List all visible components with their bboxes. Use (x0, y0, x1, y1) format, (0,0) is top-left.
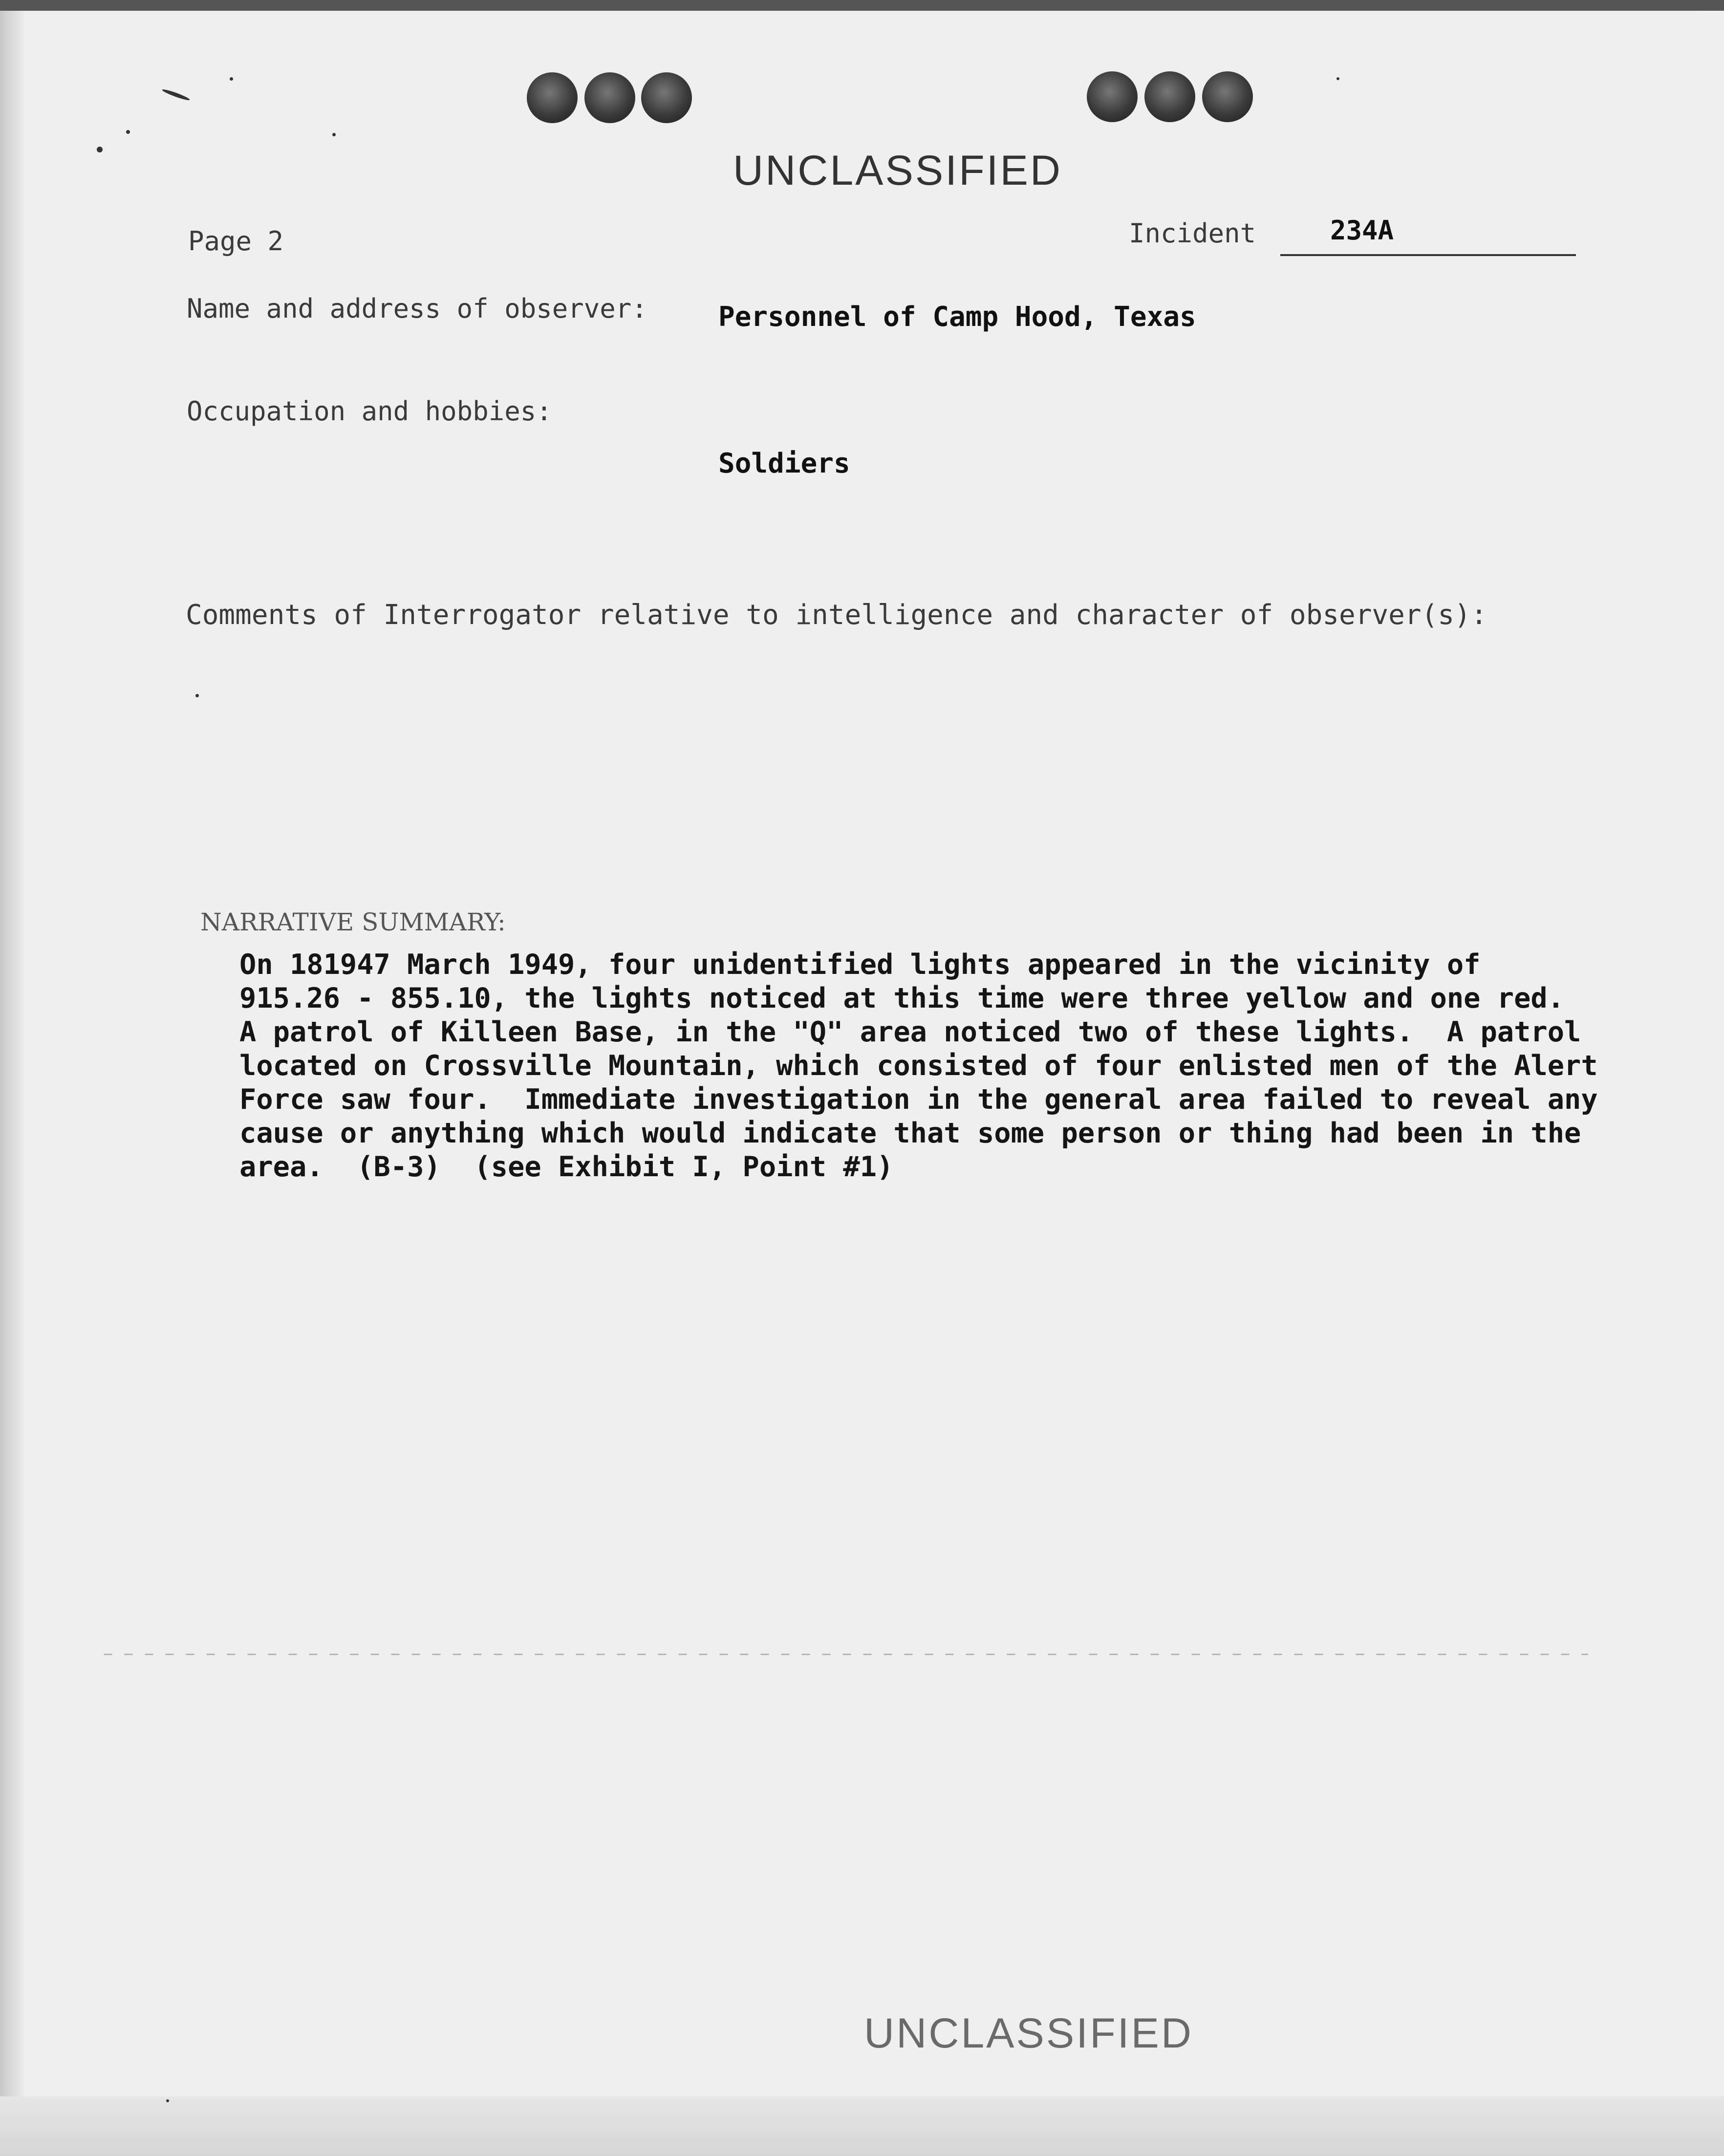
punch-hole-icon (1087, 71, 1138, 122)
scan-left-edge (0, 11, 24, 2156)
punch-hole-icon (584, 72, 635, 123)
scan-speck (166, 2099, 169, 2102)
occupation-value: Soldiers (718, 448, 850, 479)
scan-speck (230, 77, 233, 81)
punch-hole-icon (527, 72, 578, 123)
scan-speck (126, 130, 130, 134)
punch-hole-icon (1202, 71, 1253, 122)
page-label: Page 2 (188, 226, 284, 257)
comments-label: Comments of Interrogator relative to intelligence and character of observer(s): (186, 599, 1487, 631)
classification-stamp-top: UNCLASSIFIED (733, 147, 1063, 194)
punch-hole-icon (641, 72, 692, 123)
scan-bottom-edge (0, 2096, 1724, 2156)
narrative-text: On 181947 March 1949, four unidentified lights appeared in the vicinity of 915.26 - 855.10, the lights noticed at this time were three yellow and one red. A patrol of Killeen Base, in the "Q" area noticed two of these lights. A patrol located on Crossville Mountain, which consisted of four enlisted men of the Alert Force saw four. Immediate investigation in the general area failed to reveal any cause or anything which would indicate that some person or thing had been in the area. (B-3) (see Exhibit I, Point #1) (239, 949, 1598, 1183)
classification-stamp-bottom: UNCLASSIFIED (864, 2010, 1194, 2057)
scan-speck (97, 147, 103, 152)
scan-speck (1336, 77, 1339, 80)
scan-speck (332, 133, 336, 136)
occupation-label: Occupation and hobbies: (187, 396, 552, 427)
narrative-heading: NARRATIVE SUMMARY: (200, 908, 506, 936)
scan-speck (195, 694, 199, 697)
observer-value: Personnel of Camp Hood, Texas (718, 301, 1196, 333)
punch-hole-icon (1144, 71, 1195, 122)
observer-label: Name and address of observer: (187, 293, 647, 324)
incident-number: 234A (1330, 215, 1394, 246)
faint-dotted-line (98, 1654, 1588, 1655)
incident-label: Incident (1129, 218, 1256, 249)
incident-underline (1280, 254, 1576, 256)
scan-top-edge (0, 0, 1724, 11)
